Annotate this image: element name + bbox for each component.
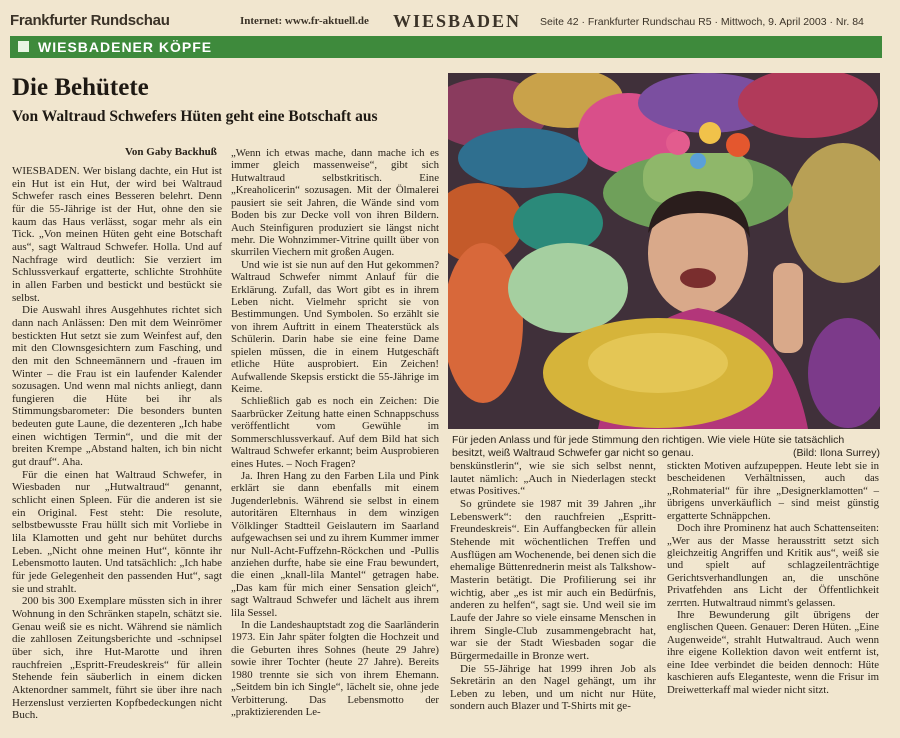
- subheadline: Von Waltraud Schwefers Hüten geht eine Botschaft aus: [12, 108, 378, 125]
- article-column-3: [450, 460, 656, 713]
- photo-caption: [452, 434, 880, 459]
- paragraph: Ja. Ihren Hang zu den Farben Lila und Pink erklärt sie dann ebenfalls mit einem Jugenderlebnis. Während sie selbst in einem autoritären Elternhaus in dem winzigen Völklinger Stadtteil Geislautern im Saarland aufgewachsen sei und zu ihrem Kummer immer nur Null-Acht-Fuffzehn-Röckchen und -Pullis anziehen durfte, habe sie eine Frau bewundert, die einen „knall-lila Mantel“ getragen habe. „Das kam für mich einer Sensation gleich“, sagt Waltraud Schwefer und lächelt aus ihrem lila Sessel.: [231, 469, 439, 619]
- article-column-1: [12, 165, 222, 722]
- paragraph: „Wenn ich etwas mache, dann mache ich es immer gleich massenweise“, gibt sich Hutwaltraud selbstkritisch. Eine „Kreaholicerin“ sozusagen. Mit der Ölmalerei pausiert sie seit Jahren, die Wände sind vom Boden bis zur Decke voll von ihren Bildern. Auch Steinfiguren produziert sie längst nicht mehr. Die Wohnzimmer-Vitrine quillt über von skurrilen Viechern mit großen Augen.: [231, 147, 439, 259]
- caption-text: Für jeden Anlass und für jede Stimmung den richtigen. Wie viele Hüte sie tatsächlich besitzt, weiß Waltraud Schwefer gar nicht so genau.: [452, 434, 845, 459]
- paragraph: Ihre Bewunderung gilt übrigens der englischen Queen. Genauer: Deren Hüten. „Eine Augenweide“, strahlt Hutwaltraud. Auch wenn ihre eigene Kollektion davon weit entfernt ist, eine Idee verbindet die beiden dennoch: Hüte kaschieren aufs Eleganteste, wenn die Frisur im Dreiwetterkaff mal wieder nicht sitzt.: [667, 609, 879, 696]
- paragraph: 200 bis 300 Exemplare müssten sich in ihrer Wohnung in den Schränken stapeln, schätzt sie. Genau weiß sie es nicht. Während sie nämlich die zahllosen Zeitungsberichte und -schnipsel über sich, ihre Hut-Marotte und ihren rauchfreien „Espritt-Freudeskreis“ für allein Stehende fein säuberlich in einem dicken Aktenordner sammelt, führt sie über ihre nach Herzenslust verzierten Kopfbedeckungen nicht Buch.: [12, 595, 222, 722]
- section-city: WIESBADEN: [393, 11, 522, 31]
- paragraph: In die Landeshauptstadt zog die Saarländerin 1973. Ein Jahr später folgten die Hochzeit und die Geburten ihres Sohnes (heute 29 Jahre) sowie ihrer Tochter (heute 27 Jahre). Bereits 1980 trennte sie sich von ihrem Ehemann. „Seitdem bin ich Single“, lächelt sie, ohne jede Verbitterung. Das Lebensmotto der „praktizierenden Le-: [231, 619, 439, 718]
- masthead: [8, 8, 892, 36]
- paragraph: So gründete sie 1987 mit 39 Jahren „ihr Lebenswerk“: den rauchfreien „Espritt-Freundeskreis“. Ein Auffangbecken für allein Stehende mit wöchentlichen Treffen und Ausflügen am Wochenende, bei denen sich die ehemalige Büttenrednerin meist als Talkshow-Masterin betätigt. Die Profilierung sei ihr wichtig, aber „es ist mir auch ein Bedürfnis, anderen zu helfen“, sagt sie. Und weil sie im Laufe der Jahre so viele einsame Menschen in ihrem Single-Club zusammengebracht hat, war sie der Stadt Wiesbaden sogar die Bürgermedaille in Bronze wert.: [450, 497, 656, 662]
- paragraph: benskünstlerin“, wie sie sich selbst nennt, lautet nämlich: „Auch in Niederlagen steckt etwas Positives.“: [450, 460, 656, 498]
- paragraph: Schließlich gab es noch ein Zeichen: Die Saarbrücker Zeitung hatte einen Schnappschuss veröffentlicht vom Gewühle im Sommerschlussverkauf. Auf dem Bild hat sich Waltraud Schwefer erkannt; beim Ausprobieren eines Hutes. – Noch Fragen?: [231, 395, 439, 470]
- banner-square-icon: [18, 41, 29, 52]
- section-banner: [10, 36, 882, 58]
- page-info: Seite 42 · Frankfurter Rundschau R5 · Mittwoch, 9. April 2003 · Nr. 84: [540, 16, 864, 28]
- byline: Von Gaby Backhuß: [125, 146, 217, 158]
- newspaper-name: Frankfurter Rundschau: [10, 12, 170, 29]
- paragraph: Die 55-Jährige hat 1999 ihren Job als Sekretärin an den Nagel gehängt, um ihr Leben zu leben, und um nicht nur Hüte, sondern auch Blazer und T-Shirts mit ge-: [450, 662, 656, 713]
- headline: Die Behütete: [12, 74, 149, 101]
- photo-credit: (Bild: Ilona Surrey): [793, 446, 880, 459]
- internet-address: Internet: www.fr-aktuell.de: [240, 15, 369, 27]
- paragraph: WIESBADEN. Wer bislang dachte, ein Hut ist ein Hut ist ein Hut, der wird bei Waltraud Schwefer rasch eines Besseren belehrt. Denn für die 55-Jährige ist der Hut, ohne den sie kaum das Haus verlässt, sogar mehr als ein Tick. „Von meinen Hüten geht eine Botschaft aus“, sagt Waltraud Schwefer. Holla. Und auf Nachfrage wird deutlich: Sie verziert im Schlussverkauf ergatterte, schlichte Strohhüte in allen Farben und bestickt und bestückt sie selbst.: [12, 165, 222, 304]
- article-photo: [448, 73, 880, 429]
- article-column-4: [667, 460, 879, 696]
- paragraph: Und wie ist sie nun auf den Hut gekommen? Waltraud Schwefer nimmt Anlauf für die Erklärung. Zufall, das Wort gibt es in ihrem Leben nicht. Vielmehr spricht sie von Bestimmungen. Und Symbolen. So erzählt sie von ihrem Auftritt in einem Theaterstück als Schülerin. Darin habe sie eine feine Dame spielen müssen, die in einem Hutgeschäft etliche Hüte ausprobiert. Ein Zeichen! Aufwallende Skepsis erstickt die 55-Jährige im Keime.: [231, 258, 439, 396]
- paragraph: Die Auswahl ihres Ausgehhutes richtet sich dann nach Anlässen: Den mit dem Weinrömer bestickten Hut setzt sie zum Weinfest auf, den mit den Clownsgesichtern zum Fasching, und den mit den Schneemännern und -frauen im Winter – die Frau ist ein laufender Kalender sozusagen. Und wenn mal nichts anliegt, dann fungieren die Hüte bei ihr als Stimmungsbarometer: Die besonders bunten bedeuten gute Laune, die dezenteren „Ich habe einen wichtigen Termin“, und die mit der breiten Krempe „Abstand halten, ich bin nicht gut drauf“. Aha.: [12, 304, 222, 469]
- hats-photo-illustration: [448, 73, 880, 429]
- paragraph: Für die einen hat Waltraud Schwefer, in Wiesbaden nur „Hutwaltraud“ genannt, schlicht einen Spleen. Für die anderen ist sie ein Original. Fest steht: Die resolute, selbstbewusste Frau hüllt sich mit Vorliebe in lila Klamotten und geht nur behütet durchs Leben. „Nicht ohne meinen Hut“, könnte ihr Lebensmotto lauten. Und tatsächlich: „Ich habe für jede Gelegenheit den passenden Hut“, sagt sie und strahlt.: [12, 468, 222, 595]
- banner-label: WIESBADENER KÖPFE: [38, 39, 213, 55]
- paragraph: Doch ihre Prominenz hat auch Schattenseiten: „Wer aus der Masse herausstritt setzt sich gleichzeitig Angriffen und Kritik aus“, weiß sie und spielt auf schlagzeilenträchtige Gerichtsverhandlungen an, die unschöne Privatfehden ans Licht der Öffentlichkeit zerrten. Hutwaltraud nimmt's gelassen.: [667, 522, 879, 609]
- paragraph: stickten Motiven aufzupeppen. Heute lebt sie in bescheidenen Verhältnissen, auch das „Rohmaterial“ für ihre „Designerklamotten“ – übrigens unverkäuflich – sind meist günstig ergatterte Schnäppchen.: [667, 460, 879, 522]
- article-column-2: [231, 147, 439, 718]
